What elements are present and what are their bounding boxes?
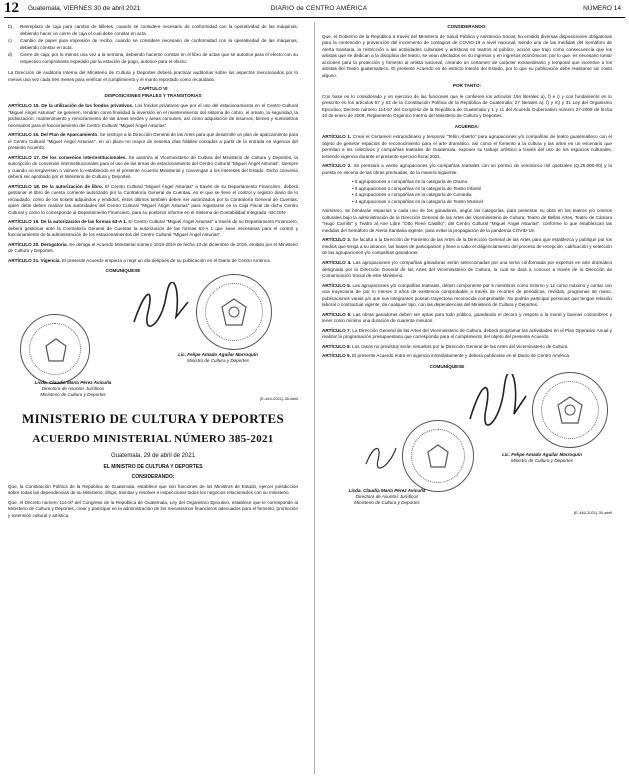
official-seal (20, 314, 90, 384)
category-list (322, 179, 612, 205)
list-item: c) Cambio de papel para impresión de recibo, cuando se considere necesario de conformidad con la operatividad de las máquinas, debiendo constar en acta. (8, 38, 298, 50)
signature-block (322, 370, 612, 520)
left-column (8, 24, 298, 522)
considerando-heading: CONSIDERANDO: (447, 24, 487, 29)
issue-number: NÚMERO 14 (583, 5, 621, 12)
article-16: ARTÍCULO 16. Del Plan de Aparcamiento. Se instruye a la Dirección General de las Artes para que desarrolle un plan de aparcamiento para el Centro Cultural "Miguel Ángel Asturias", en un plazo no mayor de sesenta días hábiles contados a partir de la entrada en vigencia del presente Acuerdo. (8, 132, 299, 151)
article-7: ARTÍCULO 7. La Dirección General de las Artes del Viceministerio de Cultura, deberá programar las actividades en el Plan Operativo Anual y realizar la programación presupuestaria que corresponda para el cumplimiento del objeto del presente Acuerdo. (322, 327, 612, 340)
article-21: ARTÍCULO 21. Vigencia. El presente Acuerdo empieza a regir un día después de su publicación en el Diario de Centro América. (8, 257, 271, 263)
list-item: • 4 agrupaciones o compañías en la categoría de Comedia (322, 192, 612, 199)
considerando-heading: CONSIDERANDO: (131, 473, 175, 480)
list-item: • 4 agrupaciones o compañías en la categoría de Teatro Musical (322, 199, 612, 206)
considerando-3: Que, el Gobierno de la República a través del Ministerio de Salud Pública y Asistencia Social, ha emitido diversas disposiciones obligatorias para la contención y prevención del incremento de contagios de COVID-19 a nivel nacional, siendo una de las medidas del Semáforo de Alerta Sanitaria, la restricción a las actividades culturales y artísticas en teatros al público, acción que trajo como consecuencia que los artistas que se dedican a la disciplina del teatro, se vean afectados en su ingresos y en ingresos económicos; por lo que, es necesario tomar acciones para la protección y fomento al artista nacional, creando un certamen de carácter extraordinario y temporal que incentive a los artistas del Teatro guatemalteco. El presente Acuerdo es de estricto interés del Estado, por lo que su publicación debe realizarse sin costo alguno. (322, 33, 612, 78)
signature-scribble (462, 374, 532, 429)
paragraph-auditoria: La Dirección de Auditoría Interna del Ministerio de Cultura y Deportes deberá practicar auditorías sobre los aspectos mencionados por lo menos una vez cada tres meses para verificar el cumplimiento y el monto reportado como recaudado. (8, 70, 298, 82)
publication-name: DIARIO de CENTRO AMÉRICA (270, 5, 368, 12)
chapter-title: DISPOSICIONES FINALES Y TRANSITORIAS (104, 92, 202, 98)
list-item: • 6 agrupaciones o compañías en la categoría de Drama (322, 179, 612, 186)
considerando-2: Que, el Decreto número 114-97 del Congreso de la República de Guatemala, Ley del Organismo Ejecutivo, establece que le corresponde al Ministerio de Cultura y Deportes, crear y participar en la administración de los mecanismos financieros adecuados para el fomento, promoción y extensión cultural y artística. (8, 499, 298, 518)
article-2: ARTÍCULO 2. Se premiará a veinte agrupaciones y/o compañías teatrales con un premio de veinticinco mil quetzales (Q.25,000.00) y la puesta en escena de las obras premiadas, de la manera siguiente: (322, 163, 612, 175)
signer-director: Licda. Claudia María Pérez Avicuña Directora de Asuntos Jurídicos Ministerio de Cultura y Deportes (34, 380, 112, 397)
page-number: 12 (4, 0, 19, 16)
article-15: ARTÍCULO 15. De la utilización de los fondos privativos. Los fondos privativos que por el uso del estacionamiento en el Centro Cultural "Miguel Ángel Asturias" se generen, tendrán como finalidad la inversión en el mantenimiento del sistema de cobro, el ornato, la seguridad, la jardinización, mantenimiento y remozamiento de las áreas verdes y áreas comunes, así como adquisición de insumos, bienes y suministros necesarios para el funcionamiento del Centro Cultural "Miguel Ángel Asturias". (8, 103, 298, 128)
por-tanto-heading: POR TANTO: (452, 83, 482, 89)
article-6: ARTÍCULO 6. Las obras ganadoras deben ser aptas para todo público, guardando el decoro y respeto a la moral y buenas costumbres y tener como mínimo una duración de cuarenta minutos. (322, 311, 612, 324)
comuniquese-label: COMUNÍQUESE (105, 267, 141, 273)
official-seal (532, 372, 608, 448)
el-ministro: EL MINISTRO DE CULTURA Y DEPORTES (103, 463, 203, 470)
acuerdo-title: ACUERDO MINISTERIAL NÚMERO 385-2021 (32, 433, 274, 446)
article-18: ARTÍCULO 18. De la autorización de libro. El Centro Cultural "Miguel Ángel Asturias" a través de su Departamento Financiero, deberá gestionar el libro de cuenta corriente autorizado por la Contraloría General de Cuentas, en el que se lleve el control y registro diario de lo recaudado, como de los tickets adquiridos y emitidos, éstos últimos también deben ser autorizados por la Contraloría General de Cuentas, quien debe deben realizar las autoridades del Centro Cultural "Miguel Ángel Asturias" para registrarse en la Caja Fiscal de dicho Centro Cultural y como lo corresponde al Departamento Financiero, para su posterior informe en el Sistema de Contabilidad Integrada -SICOIN-. (8, 183, 299, 215)
article-19: ARTÍCULO 19. De la autorización de las formas 63-A 1. El Centro Cultural "Miguel Ángel Asturias" a través de su Departamento Financiero, deberá gestionar ante la Contraloría General de Cuentas la autorización de las formas 63-A 1 que sean necesarias para el control y funcionamiento de la administración de los estacionamientos del Centro Cultural "Miguel Ángel Asturias". (8, 219, 299, 238)
list-item: • 6 agrupaciones o compañías en la categoría de Teatro Infantil (322, 186, 612, 193)
article-5: ARTÍCULO 5. Las agrupaciones y/o compañías teatrales, deben componerse por 5 miembros como mínimo y 12 como máximo y contar con una trayectoria de por lo menos 3 años de existencia comprobable a través de recortes de periódicos, revistas, programas de mano, publicaciones varias y/o que sus integrantes posean trayectoria reconocida comprobable. No podrán participar personas que tengan relación laboral o contractual vigente, de cualquier tipo, con las dependencias del Ministerio de Cultura y Deportes. (322, 282, 612, 308)
article-9: ARTÍCULO 9. El presente Acuerdo entra en vigencia inmediatamente y deberá publicarse en el Diario de Centro América. (322, 353, 571, 359)
signer-minister: Lic. Felipe Amado Aguilar Marroquín Ministro de Cultura y Deportes (502, 452, 582, 464)
ministry-heading: MINISTERIO DE CULTURA Y DEPORTES (22, 411, 284, 427)
right-column (322, 24, 612, 520)
official-seal (196, 274, 272, 350)
article-1: ARTÍCULO 1. Crear el Certamen extraordinario y temporal "Telón Abierto" para agrupaciones y/o compañías de teatro guatemalteco con el objeto de generar espacios de reconocimiento para el arte dramático, así como el fomento a la cultura y las artes en un escenario que permitan a los colectivos y compañías teatrales de Guatemala, exponer su trabajo artístico a través del uso de los espacios culturales, teniendo vigencia durante el presente ejercicio fiscal 2021. (322, 134, 612, 159)
signer-director: Licda. Claudia María Pérez Avicuña Directora de Asuntos Jurídicos Ministerio de Cultura y Deportes (348, 488, 426, 506)
por-tanto-paragraph: Con base en lo considerado y en ejercicio de las funciones que le confieren los artículos 194 literales a), f) e i) y con fundamento en lo prescrito en los artículos 57 y 63 de la Constitución Política de la República de Guatemala; 27 literales a), f) y m) y 31 Ley del Organismo Ejecutivo, Decreto número 114-97 del Congreso de la República de Guatemala y 1 y 11 del Acuerdo Gubernativo número 27-2008 de fecha 10 de enero de 2008, Reglamento Orgánico Interno del Ministerio de Cultura y Deportes. (322, 93, 612, 119)
article-17: ARTÍCULO 17. De los convenios interinstitucionales. Se autoriza al Viceministerio de Cultura del Ministerio de Cultura y Deportes, la suscripción de convenios interinstitucionales para el uso de las áreas de estacionamiento del Centro Cultural "Miguel Ángel Asturias", siempre y cuando no tergiversen o vulnere lo establecido en el presente Acuerdo Ministerial y convengan a los intereses del Estado. Dicho convenio deberá ser aprobado por el Ministerio de Cultura y Deportes. (8, 154, 298, 180)
article-20: ARTÍCULO 20. Derogatoria. Se deroga el Acuerdo Ministerial número 1019-2019 de fecha 13 de diciembre de 2019, emitido por el Ministerio de Cultura y Deportes. (8, 241, 298, 254)
comuniquese-label: COMUNÍQUESE (429, 363, 465, 369)
official-seal (402, 420, 474, 492)
article-4: ARTÍCULO 4. Las agrupaciones y/o compañías ganadoras serán seleccionadas por una terna conformada por expertos en arte dramático designada por la Dirección General de las Artes del Viceministerio de Cultura, la cual se dará a conocer a través de la Dirección de Comunicación Social de este Ministerio. (322, 259, 613, 279)
signature-scribble (126, 282, 196, 332)
publication-code: (E-446-2021)-30-abril (573, 510, 612, 516)
publication-code: (E-444-2021)-30-abril (259, 396, 298, 402)
acuerdo-date: Guatemala, 29 de abril de 2021 (110, 453, 196, 460)
considerando-1: Que, la Constitución Política de la República de Guatemala, establece que son funciones de los Ministros de Estado, ejercer jurisdicción sobre todas las dependencias de su Ministerio, dirigir, tramitar y resolver e inspeccionar todos los negocios relacionados con su ministerio. (8, 483, 298, 496)
signature-scribble (362, 440, 402, 470)
column-divider (314, 22, 315, 774)
article-3: ARTÍCULO 3. Se faculta a la Dirección de Fomento de las Artes de la Dirección General de las Artes para que establezca y publique por los medios que tenga a su alcance, las bases de participación y lleve a cabo el diligenciamiento del proceso de recepción, calificación y selección de las agrupaciones y/o compañías ganadoras. (322, 237, 612, 256)
issue-date: Guatemala, VIERNES 30 de abril 2021 (28, 5, 141, 12)
article-8: ARTÍCULO 8. Los casos no previstos serán resueltos por la Dirección General de las Artes del Viceministerio de Cultura. (322, 343, 569, 349)
chapter-heading: CAPÍTULO VI (138, 86, 168, 92)
list-item: d) Cierre de caja; por lo menos una vez a la semana, debiendo hacerse constar en el libro de actas que se autorice para el efecto con su respectivo comprobante expedido por la estación de pago, autorice para el efecto. (8, 52, 298, 64)
acuerda-heading: ACUERDA: (454, 123, 480, 129)
signer-minister: Lic. Felipe Amado Aguilar Marroquín Ministro de Cultura y Deportes (178, 352, 258, 363)
paragraph-asimismo: Asimismo, se brindarán espacios a cada uno de los ganadores, según las categorías, para presentar su obra en los teatros y/o centros culturales bajo la administración de la Dirección General de las Artes del Viceministerio de Cultura; Teatro de Bellas Artes, Teatro de Cámara "Hugo Carrillo" y Teatro al Aire Libre "Otto René Castillo", del Centro Cultural "Miguel Ángel Asturias", conforme lo que establezcan las medidas del Semáforo de Alerta Sanitaria vigente, para evitar la propagación de la pandemia COVID-19. (322, 208, 612, 233)
list-item: b) Reemplazo de caja para cambio de billetes, cuando se considere necesario de conformidad con la operatividad de las máquinas, debiendo hacer un cierre de caja el cual debe constar en acta. (8, 24, 298, 36)
signature-block (8, 274, 298, 402)
page-header (4, 0, 625, 18)
